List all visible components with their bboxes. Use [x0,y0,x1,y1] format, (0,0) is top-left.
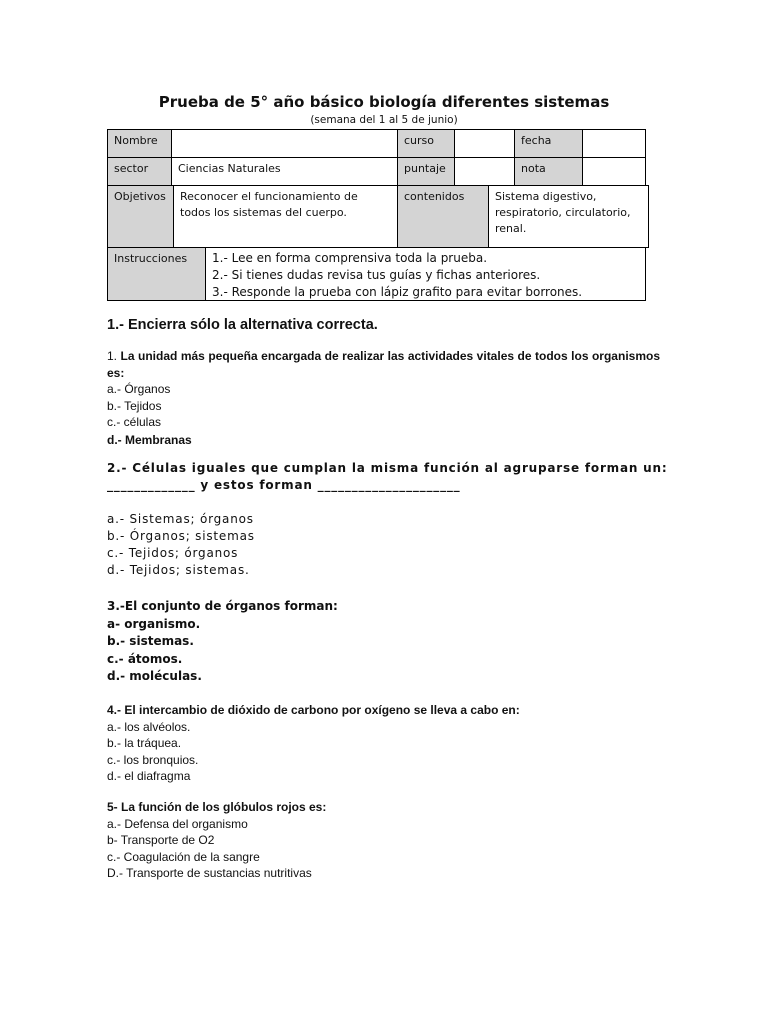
option-b[interactable]: b.- Tejidos [107,398,162,413]
question-text: 4.- El intercambio de dióxido de carbono por oxígeno se lleva a cabo en: [107,703,520,717]
question-1 [107,348,660,448]
contenidos-value: Sistema digestivo, respiratorio, circulatorio, renal. [488,185,649,248]
question-3 [107,598,338,686]
option-c[interactable]: c.- átomos. [107,651,183,666]
option-b[interactable]: b.- la tráquea. [107,736,182,750]
puntaje-label: puntaje [397,157,455,186]
instruccion-item: 1.- Lee en forma comprensiva toda la prueba. [212,251,488,265]
option-c[interactable]: c.- Tejidos; órganos [107,546,239,560]
curso-label: curso [397,129,455,158]
section-heading: 1.- Encierra sólo la alternativa correcta. [107,317,378,333]
option-a[interactable]: a.- Defensa del organismo [107,816,248,831]
objetivos-value: Reconocer el funcionamiento de todos los sistemas del cuerpo. [173,185,398,248]
sector-label: sector [107,157,172,186]
objetivos-label: Objetivos [107,185,174,248]
contenidos-label: contenidos [397,185,489,248]
curso-field[interactable] [454,129,515,158]
option-a[interactable]: a- organismo. [107,616,201,631]
sector-field: Ciencias Naturales [171,157,398,186]
page-title: Prueba de 5° año básico biología diferentes sistemas [158,93,610,111]
answer-blank-line: _____________ y estos forman _____________________ [107,478,461,492]
option-a[interactable]: a.- Sistemas; órganos [107,512,254,526]
option-d[interactable]: D.- Transporte de sustancias nutritivas [107,866,312,880]
option-d[interactable]: d.- Membranas [107,432,192,447]
question-text: 5- La función de los glóbulos rojos es: [107,800,327,814]
instruccion-item: 2.- Si tienes dudas revisa tus guías y fichas anteriores. [212,268,541,282]
question-text: 3.-El conjunto de órganos forman: [107,599,338,613]
option-c[interactable]: c.- los bronquios. [107,752,199,767]
option-b[interactable]: b- Transporte de O2 [107,833,215,847]
nota-label: nota [514,157,583,186]
question-4 [107,702,520,785]
nombre-label: Nombre [107,129,172,158]
option-b[interactable]: b.- Órganos; sistemas [107,529,255,543]
instrucciones-list [205,247,646,301]
instruccion-item: 3.- Responde la prueba con lápiz grafito para evitar borrones. [212,285,583,299]
option-c[interactable]: c.- células [107,415,162,429]
question-text: La unidad más pequeña encargada de realizar las actividades vitales de todos los organismos es: [107,349,660,380]
question-2 [107,460,667,579]
question-number: 1. [107,349,118,363]
fecha-field[interactable] [582,129,646,158]
question-5 [107,799,326,882]
option-d[interactable]: d.- Tejidos; sistemas. [107,563,250,577]
instrucciones-label: Instrucciones [107,247,206,301]
option-d[interactable]: d.- el diafragma [107,769,191,783]
puntaje-field[interactable] [454,157,515,186]
nota-field[interactable] [582,157,646,186]
option-d[interactable]: d.- moléculas. [107,669,202,683]
fecha-label: fecha [514,129,583,158]
option-a[interactable]: a.- Órganos [107,382,171,396]
nombre-field[interactable] [171,129,398,158]
option-b[interactable]: b.- sistemas. [107,634,194,648]
question-text: 2.- Células iguales que cumplan la misma función al agruparse forman un: [107,461,668,475]
page-subtitle: (semana del 1 al 5 de junio) [310,114,458,126]
option-a[interactable]: a.- los alvéolos. [107,719,191,734]
option-c[interactable]: c.- Coagulación de la sangre [107,849,260,864]
